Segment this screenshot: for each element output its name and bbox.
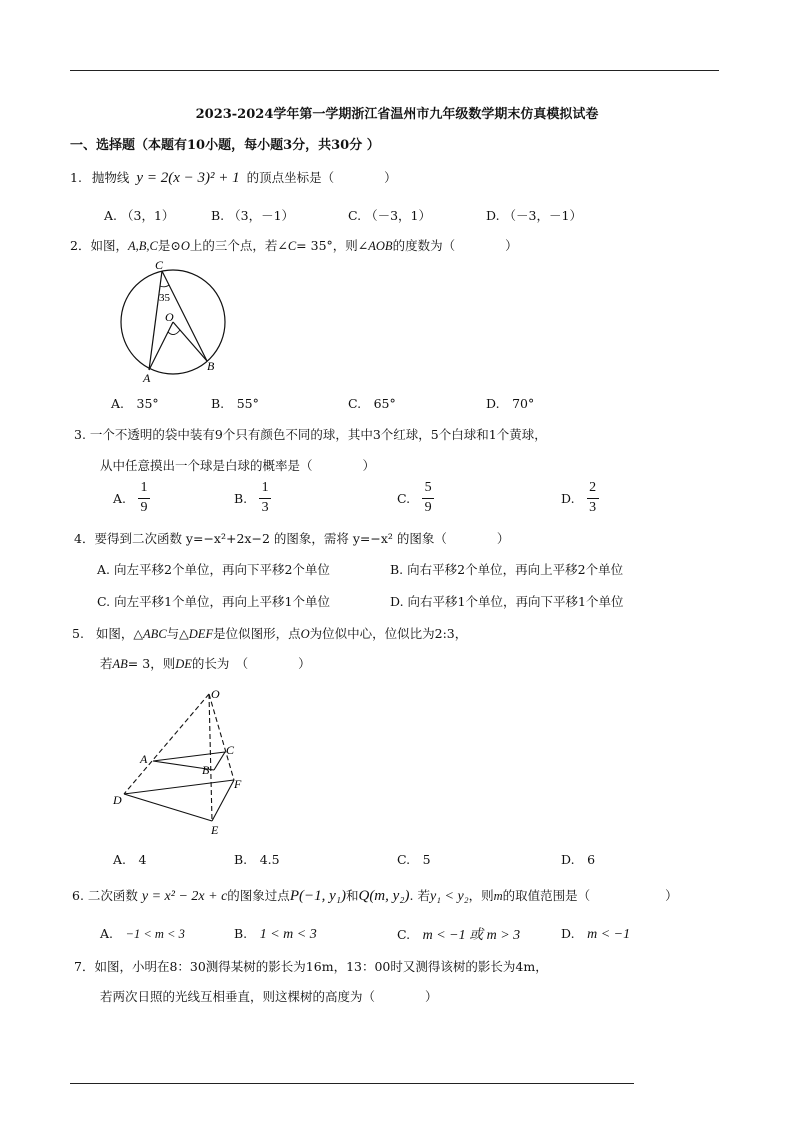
question-3-line1: 3. 一个不透明的袋中装有9个只有颜色不同的球，其中3个红球，5个白球和1个黄球，	[74, 427, 547, 442]
label-c: C	[155, 258, 164, 272]
q3-option-b: B. $\frac{1}{3}$	[234, 481, 271, 515]
q4-option-a: A. 向左平移2个单位，再向下平移2个单位	[97, 562, 330, 577]
seg-bc	[214, 752, 225, 770]
seg-ac	[153, 752, 225, 761]
q2-option-c: C. 65°	[348, 396, 396, 411]
question-7-line2: 若两次日照的光线互相垂直，则这棵树的高度为（ ）	[100, 989, 438, 1004]
q6-option-b: B. 1 < m < 3	[234, 926, 317, 942]
chord-ca	[149, 271, 162, 370]
label-e: E	[211, 823, 219, 836]
angle-mark-c	[160, 285, 169, 287]
page-title: 2023-2024学年第一学期浙江省温州市九年级数学期末仿真模拟试卷	[195, 107, 599, 122]
ray-of	[209, 694, 234, 780]
q3-option-d: D. $\frac{2}{3}$	[561, 481, 599, 515]
q4-option-c: C. 向左平移1个单位，再向上平移1个单位	[97, 594, 330, 609]
footer-rule	[70, 1083, 634, 1084]
label-b: B	[202, 763, 210, 777]
q1-option-b: B. （3，－1）	[211, 208, 295, 223]
q5-option-a: A. 4	[113, 852, 147, 867]
question-6: 6. 二次函数 y = x² − 2x + c的图象过点P(−1, y₁)和Q(m, y₂). 若y₁ < y₂，则m的取值范围是（ ）	[72, 888, 678, 904]
label-a: A	[140, 752, 148, 766]
question-5-line1: 5. 如图，△ABC与△DEF是位似图形，点O为位似中心，位似比为2:3，	[72, 626, 468, 641]
label-a: A	[143, 371, 151, 385]
q1-text-post: 的顶点坐标是（ ）	[246, 170, 397, 185]
q1-option-a: A. （3，1）	[104, 208, 175, 223]
question-2: 2．如图，A,B,C是⊙O上的三个点，若∠C= 35°，则∠AOB的度数为（ ）	[70, 238, 518, 253]
q2-option-d: D. 70°	[486, 396, 535, 411]
q3-option-a: A. $\frac{1}{9}$	[113, 481, 150, 515]
q6-option-d: D. m < −1	[561, 926, 631, 942]
label-c: C	[226, 743, 235, 757]
q5-option-d: D. 6	[561, 852, 596, 867]
q1-option-c: C. （－3，1）	[348, 208, 431, 223]
ray-od	[124, 694, 209, 794]
q6-option-a: A. −1 < m < 3	[100, 926, 185, 941]
q5-option-c: C. 5	[397, 852, 431, 867]
section-heading: 一、选择题（本题有10小题，每小题3分，共30分 ）	[70, 138, 380, 153]
q2-circle-figure	[115, 258, 245, 388]
q1-formula: y = 2(x − 3)² + 1	[136, 170, 240, 186]
q4-option-d: D. 向右平移1个单位，再向下平移1个单位	[390, 594, 624, 609]
question-7-line1: 7．如图，小明在8：30测得某树的影长为16m，13：00时又测得该树的影长为4m，	[74, 959, 548, 974]
q5-option-b: B. 4.5	[234, 852, 280, 867]
label-b: B	[207, 359, 215, 373]
angle-mark-o	[168, 330, 180, 335]
label-o: O	[165, 310, 174, 324]
ray-oe	[209, 694, 212, 821]
q6-option-c: C. m < −1 或 m > 3	[397, 927, 521, 943]
seg-de	[124, 794, 212, 821]
seg-ef	[212, 780, 234, 821]
question-1	[70, 168, 397, 187]
label-f: F	[234, 777, 242, 791]
seg-df	[124, 780, 234, 794]
q1-text-pre: 抛物线	[91, 170, 130, 185]
label-angle-35: 35	[159, 292, 170, 304]
q1-number: 1.	[70, 170, 82, 185]
q4-option-b: B. 向右平移2个单位，再向上平移2个单位	[390, 562, 624, 577]
label-d: D	[113, 793, 122, 807]
question-3-line2: 从中任意摸出一个球是白球的概率是（ ）	[100, 458, 376, 473]
label-o: O	[211, 687, 220, 701]
question-4: 4．要得到二次函数 y=−x²+2x−2 的图象，需将 y=−x² 的图象（ ）	[74, 531, 510, 546]
q5-homothety-figure	[108, 684, 258, 836]
question-5-line2: 若AB= 3，则DE的长为 （ ）	[100, 656, 311, 671]
q1-option-d: D. （－3，－1）	[486, 208, 582, 223]
q3-option-c: C. $\frac{5}{9}$	[397, 481, 434, 515]
q2-option-a: A. 35°	[111, 396, 159, 411]
q2-option-b: B. 55°	[211, 396, 259, 411]
header-rule	[70, 70, 719, 71]
